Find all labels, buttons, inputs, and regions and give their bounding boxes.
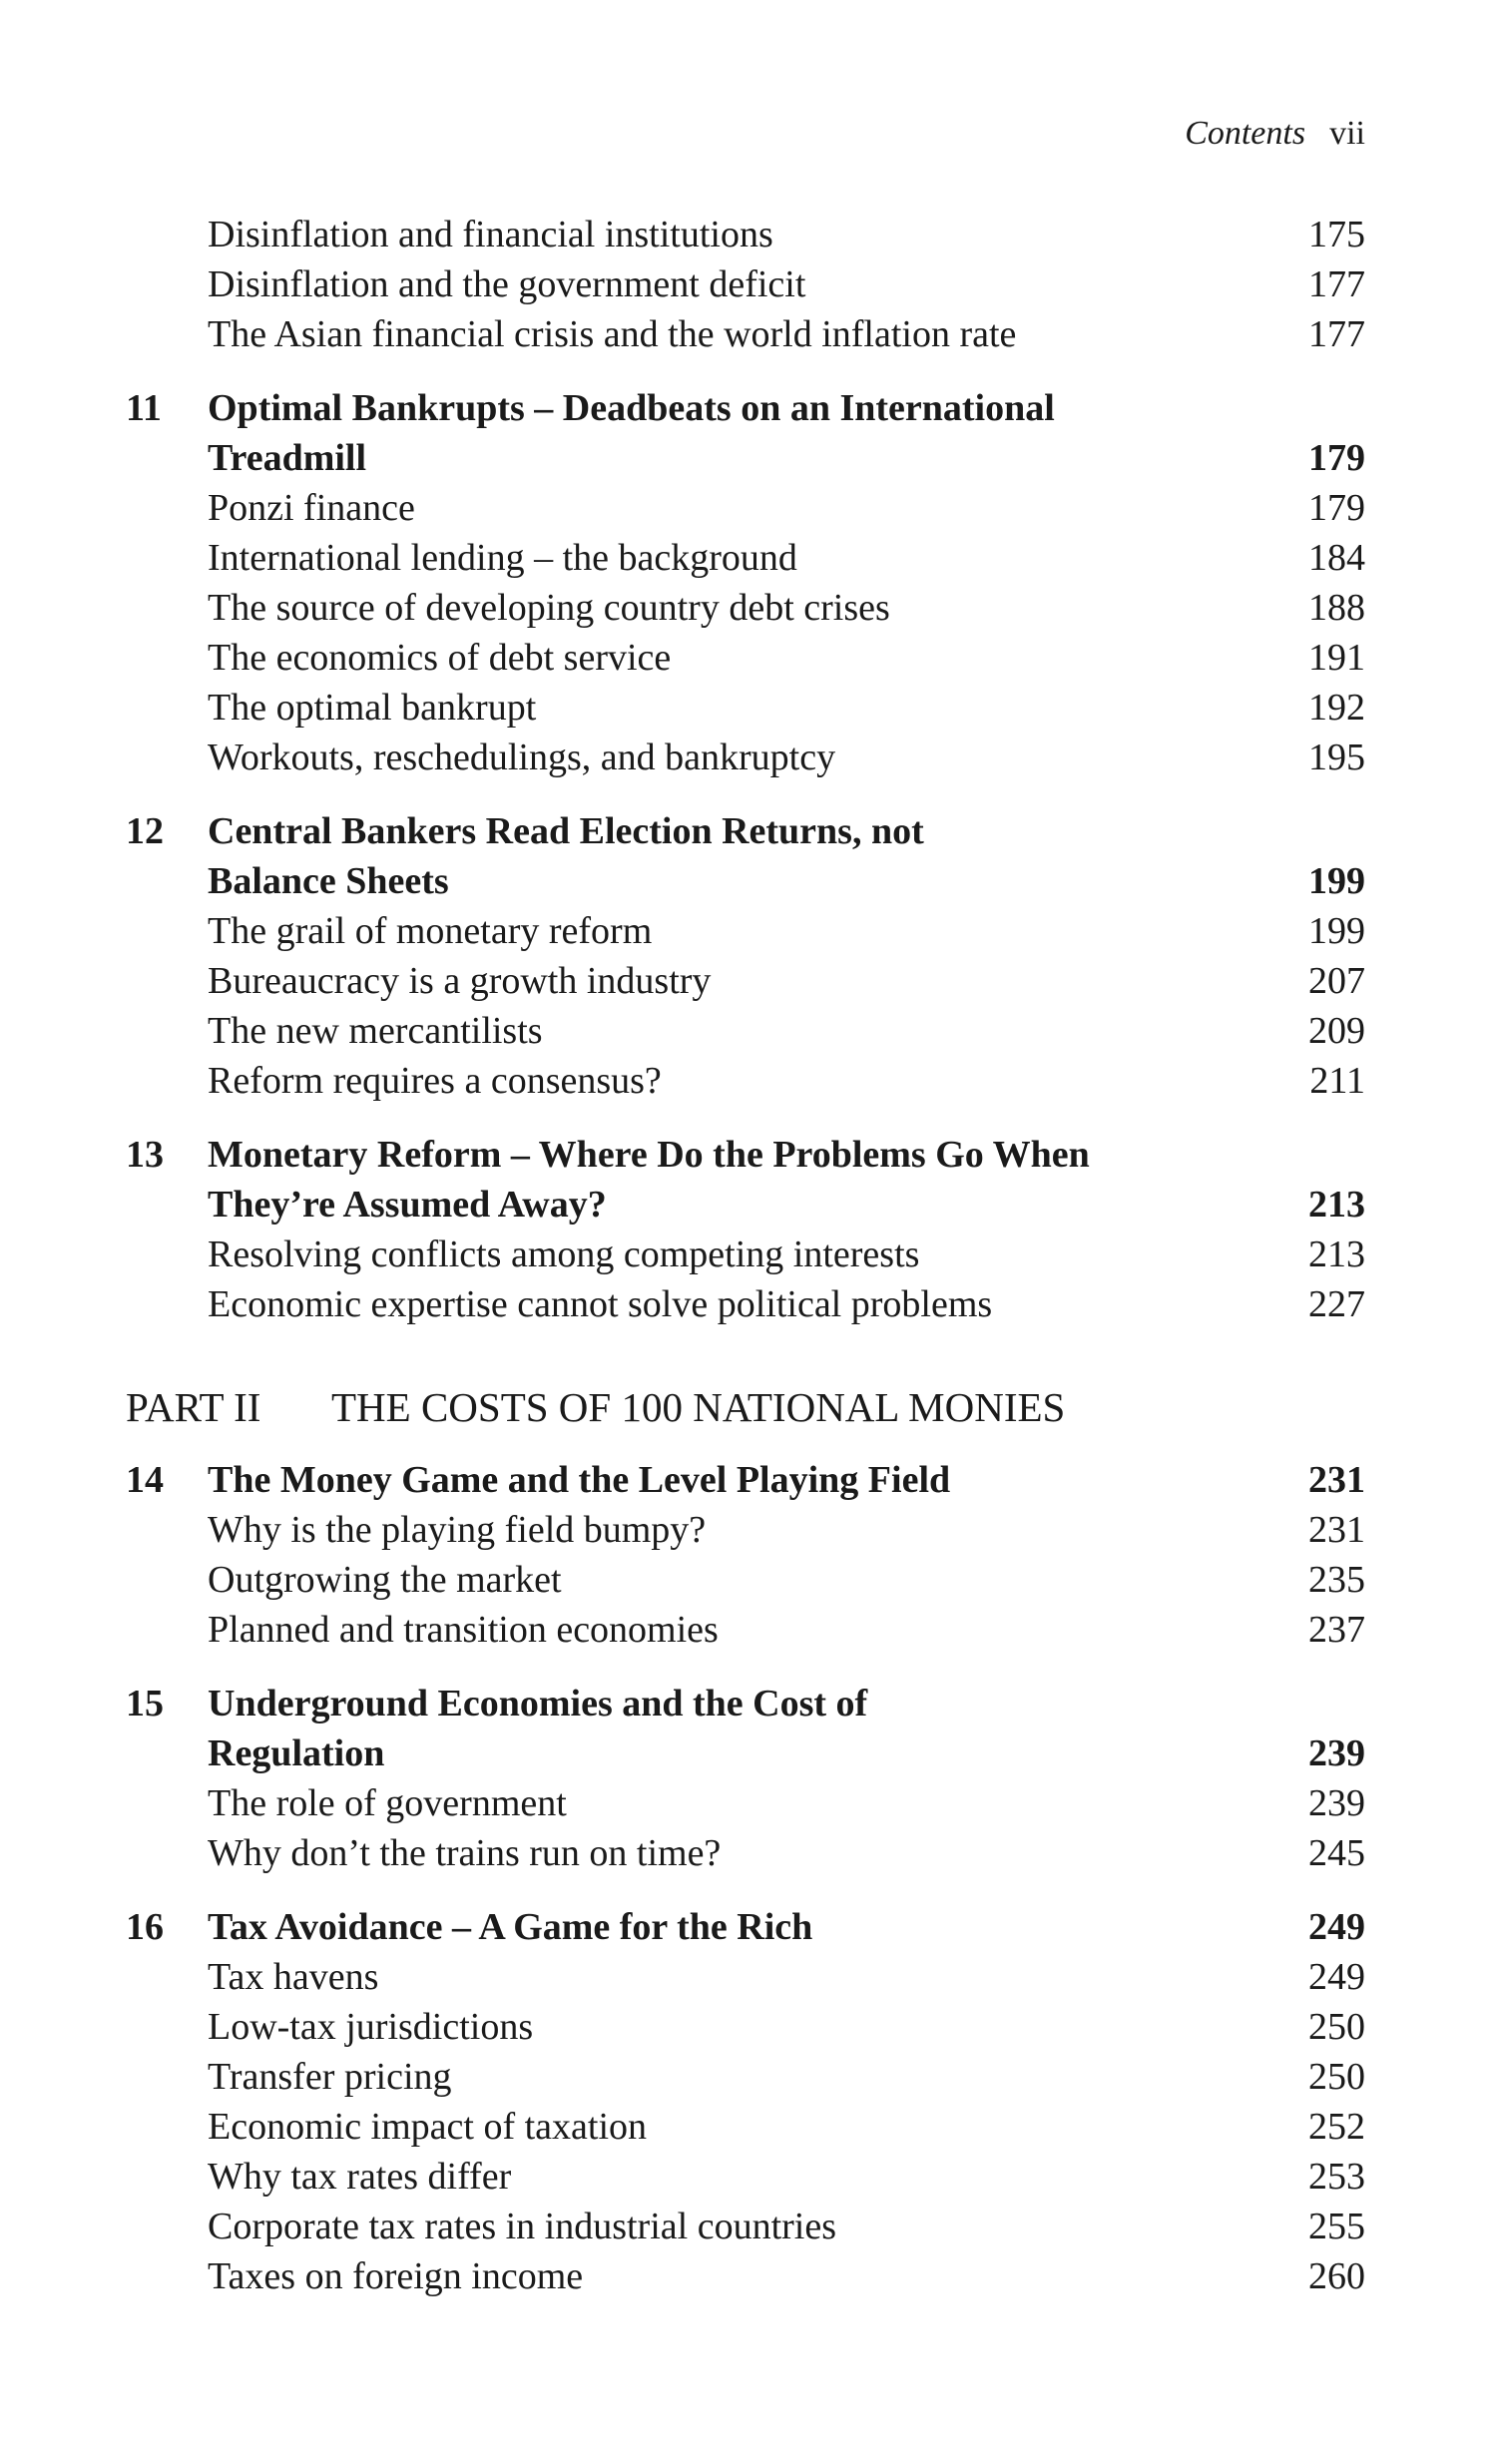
- toc-part-label: PART II: [126, 1384, 261, 1430]
- toc-section-entry[interactable]: [126, 1505, 1365, 1555]
- running-head: [1185, 112, 1365, 156]
- toc-section-title: Outgrowing the market: [208, 1559, 562, 1601]
- toc-chapter-title: Underground Economies and the Cost of: [208, 1683, 868, 1725]
- toc-section-entry[interactable]: [126, 633, 1365, 683]
- toc-chapter-page: 179: [1308, 437, 1365, 479]
- toc-section-page: 179: [1308, 487, 1365, 529]
- spacer: [126, 782, 1365, 806]
- toc-chapter-heading-continued[interactable]: [126, 1180, 1365, 1230]
- toc-chapter-heading-continued[interactable]: [126, 856, 1365, 906]
- toc-section-title: The Asian financial crisis and the world inflation rate: [208, 313, 1017, 355]
- toc-section-title: Taxes on foreign income: [208, 2255, 584, 2297]
- toc-section-entry[interactable]: [126, 2002, 1365, 2052]
- toc-chapter-heading[interactable]: [126, 383, 1365, 433]
- toc-section-title: Reform requires a consensus?: [208, 1060, 662, 1102]
- toc-section-title: The grail of monetary reform: [208, 910, 653, 952]
- toc-section-entry[interactable]: [126, 483, 1365, 533]
- toc-section-entry[interactable]: [126, 309, 1365, 359]
- toc-section-title: Why tax rates differ: [208, 2156, 512, 2198]
- toc-section-entry[interactable]: [126, 1778, 1365, 1828]
- toc-section-title: Corporate tax rates in industrial countries: [208, 2206, 836, 2247]
- running-head-section: Contents: [1185, 115, 1306, 152]
- toc-section-entry[interactable]: [126, 2202, 1365, 2251]
- spacer: [126, 1106, 1365, 1130]
- toc-section-title: Economic impact of taxation: [208, 2106, 648, 2148]
- toc-section-page: 184: [1308, 537, 1365, 579]
- toc-section-entry[interactable]: [126, 259, 1365, 309]
- spacer: [126, 1655, 1365, 1679]
- toc-section-page: 175: [1308, 214, 1365, 255]
- toc-section-title: The new mercantilists: [208, 1010, 543, 1052]
- toc-chapter-heading[interactable]: [126, 806, 1365, 856]
- toc-section-entry[interactable]: [126, 2152, 1365, 2202]
- toc-section-title: Why is the playing field bumpy?: [208, 1509, 707, 1551]
- toc-section-page: 237: [1308, 1609, 1365, 1651]
- toc-section-title: The role of government: [208, 1782, 567, 1824]
- toc-section-title: The source of developing country debt crises: [208, 587, 890, 629]
- toc-part-title: THE COSTS OF 100 NATIONAL MONIES: [331, 1384, 1066, 1430]
- toc-chapter-page: 231: [1308, 1459, 1365, 1501]
- toc-section-page: 245: [1308, 1832, 1365, 1874]
- toc-chapter-title: Monetary Reform – Where Do the Problems Go When: [208, 1134, 1090, 1176]
- toc-section-entry[interactable]: [126, 1555, 1365, 1605]
- spacer: [126, 359, 1365, 383]
- toc-section-entry[interactable]: [126, 1230, 1365, 1279]
- toc-section-title: Planned and transition economies: [208, 1609, 719, 1651]
- toc-section-title: Why don’t the trains run on time?: [208, 1832, 722, 1874]
- toc-section-entry[interactable]: [126, 1006, 1365, 1056]
- toc-section-title: Low-tax jurisdictions: [208, 2006, 534, 2048]
- toc-section-title: The economics of debt service: [208, 637, 672, 679]
- toc-section-page: 231: [1308, 1509, 1365, 1551]
- toc-chapter-heading-continued[interactable]: [126, 433, 1365, 483]
- toc-section-page: 177: [1308, 313, 1365, 355]
- toc-chapter-page: 239: [1308, 1732, 1365, 1774]
- toc-section-entry[interactable]: [126, 1605, 1365, 1655]
- toc-section-title: Workouts, reschedulings, and bankruptcy: [208, 737, 836, 778]
- toc-chapter-title: Optimal Bankrupts – Deadbeats on an International: [208, 387, 1055, 429]
- toc-section-page: 211: [1309, 1060, 1365, 1102]
- toc-section-title: Tax havens: [208, 1956, 379, 1998]
- toc-section-title: Transfer pricing: [208, 2056, 452, 2098]
- toc-chapter-heading[interactable]: [126, 1679, 1365, 1728]
- toc-section-page: 188: [1308, 587, 1365, 629]
- toc-section-entry[interactable]: [126, 733, 1365, 782]
- toc-section-page: 239: [1308, 1782, 1365, 1824]
- toc-chapter-number: 13: [126, 1134, 164, 1176]
- toc-section-title: Resolving conflicts among competing interests: [208, 1233, 920, 1275]
- toc-chapter-title: Central Bankers Read Election Returns, not: [208, 810, 924, 852]
- toc-chapter-page: 213: [1308, 1184, 1365, 1226]
- toc-section-title: The optimal bankrupt: [208, 687, 537, 729]
- toc-section-page: 227: [1308, 1283, 1365, 1325]
- toc-section-entry[interactable]: [126, 533, 1365, 583]
- toc-section-page: 207: [1308, 960, 1365, 1002]
- toc-chapter-title: Tax Avoidance – A Game for the Rich: [208, 1906, 813, 1948]
- toc-section-page: 250: [1308, 2006, 1365, 2048]
- toc-chapter-title: Regulation: [208, 1732, 385, 1774]
- spacer: [126, 1878, 1365, 1902]
- toc-part-heading[interactable]: [126, 1377, 1365, 1437]
- toc-section-title: Economic expertise cannot solve political problems: [208, 1283, 993, 1325]
- table-of-contents: [126, 210, 1365, 2301]
- toc-section-page: 255: [1308, 2206, 1365, 2247]
- toc-section-entry[interactable]: [126, 210, 1365, 259]
- toc-section-entry[interactable]: [126, 2052, 1365, 2102]
- toc-chapter-number: 11: [126, 387, 162, 429]
- toc-section-entry[interactable]: [126, 583, 1365, 633]
- spacer: [126, 1329, 1365, 1377]
- toc-section-entry[interactable]: [126, 1279, 1365, 1329]
- toc-section-entry[interactable]: [126, 1828, 1365, 1878]
- toc-chapter-page: 249: [1308, 1906, 1365, 1948]
- toc-chapter-number: 16: [126, 1906, 164, 1948]
- toc-chapter-heading-continued[interactable]: [126, 1728, 1365, 1778]
- toc-section-page: 209: [1308, 1010, 1365, 1052]
- toc-section-entry[interactable]: [126, 1952, 1365, 2002]
- toc-chapter-number: 15: [126, 1683, 164, 1725]
- toc-section-title: Disinflation and financial institutions: [208, 214, 773, 255]
- toc-section-title: International lending – the background: [208, 537, 797, 579]
- toc-section-page: 177: [1308, 263, 1365, 305]
- toc-section-entry[interactable]: [126, 1056, 1365, 1106]
- toc-section-entry[interactable]: [126, 2251, 1365, 2301]
- toc-section-entry[interactable]: [126, 2102, 1365, 2152]
- toc-section-page: 250: [1308, 2056, 1365, 2098]
- toc-chapter-title: The Money Game and the Level Playing Field: [208, 1459, 951, 1501]
- toc-chapter-title: Treadmill: [208, 437, 367, 479]
- toc-section-page: 199: [1308, 910, 1365, 952]
- toc-section-page: 235: [1308, 1559, 1365, 1601]
- toc-section-title: Ponzi finance: [208, 487, 415, 529]
- toc-section-page: 195: [1308, 737, 1365, 778]
- toc-chapter-page: 199: [1308, 860, 1365, 902]
- toc-chapter-title: They’re Assumed Away?: [208, 1184, 607, 1226]
- toc-section-page: 191: [1308, 637, 1365, 679]
- toc-section-entry[interactable]: [126, 956, 1365, 1006]
- toc-chapter-heading[interactable]: [126, 1455, 1365, 1505]
- toc-section-page: 260: [1308, 2255, 1365, 2297]
- toc-section-title: Disinflation and the government deficit: [208, 263, 806, 305]
- toc-section-entry[interactable]: [126, 683, 1365, 733]
- toc-section-page: 252: [1308, 2106, 1365, 2148]
- toc-chapter-number: 14: [126, 1459, 164, 1501]
- toc-chapter-heading[interactable]: [126, 1902, 1365, 1952]
- toc-section-title: Bureaucracy is a growth industry: [208, 960, 712, 1002]
- spacer: [126, 1437, 1365, 1455]
- toc-section-page: 249: [1308, 1956, 1365, 1998]
- toc-section-page: 213: [1308, 1233, 1365, 1275]
- toc-section-entry[interactable]: [126, 906, 1365, 956]
- toc-section-page: 192: [1308, 687, 1365, 729]
- toc-section-page: 253: [1308, 2156, 1365, 2198]
- toc-chapter-title: Balance Sheets: [208, 860, 449, 902]
- toc-chapter-number: 12: [126, 810, 164, 852]
- toc-chapter-heading[interactable]: [126, 1130, 1365, 1180]
- running-head-page-number: vii: [1329, 115, 1365, 152]
